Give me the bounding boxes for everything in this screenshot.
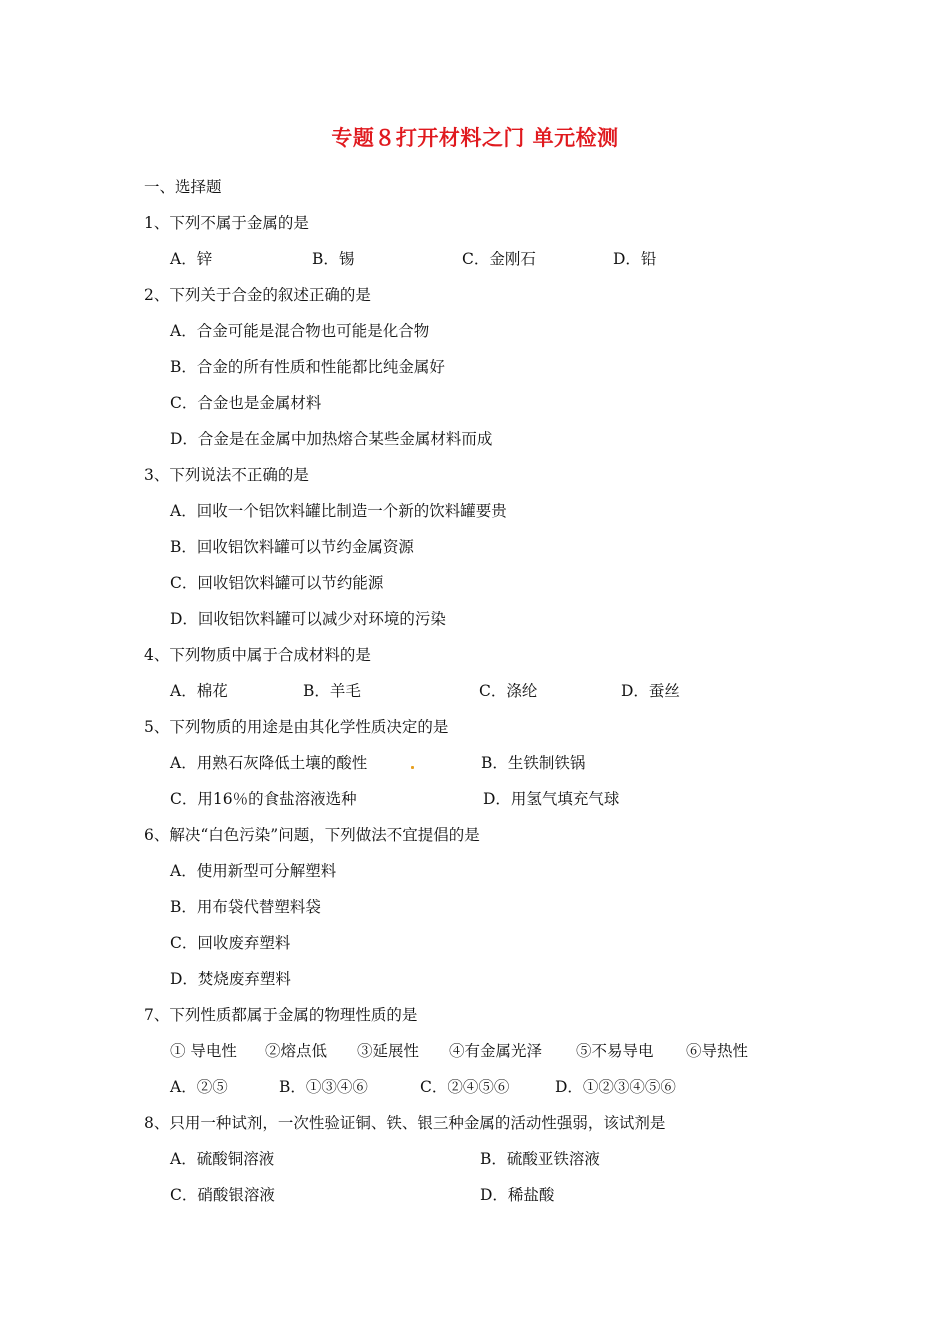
option: A．锌 (170, 250, 213, 268)
option: C．涤纶 (479, 682, 538, 700)
option: B．用布袋代替塑料袋 (170, 898, 321, 916)
option: D．焚烧废弃塑料 (170, 970, 291, 988)
property-item: ③延展性 (357, 1042, 420, 1060)
option: B．①③④⑥ (279, 1078, 368, 1096)
option: B．生铁制铁锅 (481, 754, 586, 772)
option: B．锡 (312, 250, 355, 268)
option: B．硫酸亚铁溶液 (480, 1150, 600, 1168)
option: C．②④⑤⑥ (420, 1078, 510, 1096)
property-item: ④有金属光泽 (449, 1042, 543, 1060)
option: A．回收一个铝饮料罐比制造一个新的饮料罐要贵 (170, 502, 507, 520)
option: D．①②③④⑤⑥ (555, 1078, 676, 1096)
option: B．合金的所有性质和性能都比纯金属好 (170, 358, 445, 376)
question-stem: 2、下列关于合金的叙述正确的是 (144, 286, 371, 304)
property-item: ⑥导热性 (686, 1042, 749, 1060)
option: A．用熟石灰降低土壤的酸性 (170, 754, 368, 772)
option: C．用16％的食盐溶液选种 (170, 790, 357, 808)
option: D．回收铝饮料罐可以减少对环境的污染 (170, 610, 446, 628)
question-stem: 1、下列不属于金属的是 (144, 214, 309, 232)
question-stem: 6、解决“白色污染”问题，下列做法不宜提倡的是 (144, 826, 480, 844)
option: C．回收铝饮料罐可以节约能源 (170, 574, 384, 592)
option: B．回收铝饮料罐可以节约金属资源 (170, 538, 414, 556)
option: A．棉花 (170, 682, 228, 700)
stray-mark (411, 766, 414, 769)
option: D．稀盐酸 (480, 1186, 555, 1204)
option: D．铅 (613, 250, 657, 268)
option: A．②⑤ (170, 1078, 228, 1096)
page-title: 专题８打开材料之门 单元检测 (331, 125, 619, 150)
option: C．回收废弃塑料 (170, 934, 291, 952)
question-stem: 8、只用一种试剂，一次性验证铜、铁、银三种金属的活动性强弱，该试剂是 (144, 1114, 666, 1132)
option: D．蚕丝 (621, 682, 680, 700)
question-stem: 3、下列说法不正确的是 (144, 466, 309, 484)
option: A．硫酸铜溶液 (170, 1150, 275, 1168)
question-stem: 4、下列物质中属于合成材料的是 (144, 646, 371, 664)
option: A．合金可能是混合物也可能是化合物 (170, 322, 430, 340)
section-heading: 一、选择题 (144, 178, 222, 196)
property-item: ②熔点低 (265, 1042, 328, 1060)
question-stem: 5、下列物质的用途是由其化学性质决定的是 (144, 718, 449, 736)
option: A．使用新型可分解塑料 (170, 862, 337, 880)
question-stem: 7、下列性质都属于金属的物理性质的是 (144, 1006, 418, 1024)
property-item: ⑤不易导电 (576, 1042, 654, 1060)
option: B．羊毛 (303, 682, 361, 700)
property-item: ① 导电性 (170, 1042, 237, 1060)
option: C．合金也是金属材料 (170, 394, 322, 412)
option: C．硝酸银溶液 (170, 1186, 275, 1204)
option: C．金刚石 (462, 250, 536, 268)
option: D．用氢气填充气球 (483, 790, 620, 808)
option: D．合金是在金属中加热熔合某些金属材料而成 (170, 430, 493, 448)
